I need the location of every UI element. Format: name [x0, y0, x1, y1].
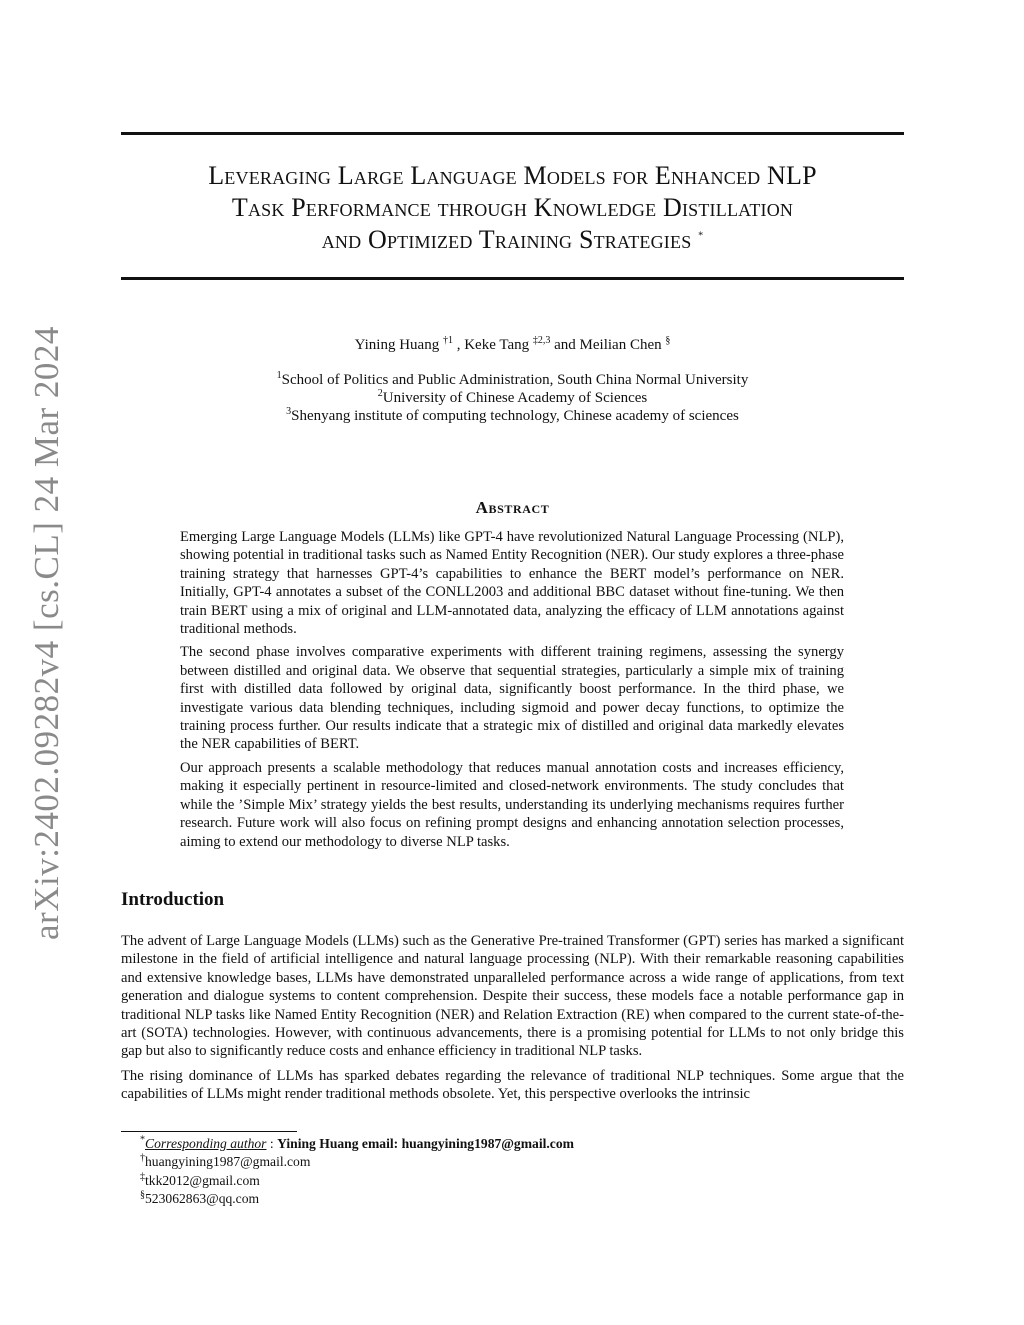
title-rule-bottom [121, 277, 904, 280]
affiliation-number: 1 [276, 370, 282, 381]
footnote-email [140, 1172, 900, 1190]
affiliation-text: Shenyang institute of computing technology, Chinese academy of sciences [291, 408, 739, 424]
title-rule-top [121, 132, 904, 135]
author-mark: § [665, 335, 671, 346]
title-line-1: Leveraging Large Language Models for Enhanced NLP [208, 161, 817, 190]
body-paragraph: The advent of Large Language Models (LLMs) such as the Generative Pre-trained Transformer (GPT) series has marked a significant milestone in the field of artificial intelligence and natural language processing (NLP). With their remarkable reasoning capabilities and extensive knowledge bases, LLMs have demonstrated unparalleled performance across a wide range of applications, from text generation and dialogue systems to content comprehension. Despite their success, these models face a notable performance gap in traditional NLP tasks like Named Entity Recognition (NER) and Relation Extraction (RE) when compared to the current state-of-the-art (SOTA) technologies. However, with continuous advancements, there is a promising potential for LLMs to not only bridge this gap but also to significantly reduce costs and enhance efficiency in traditional NLP tasks. [121, 933, 904, 1060]
footnote-mark: * [140, 1134, 145, 1146]
footnote-corresponding [140, 1135, 900, 1153]
corresponding-author-label: Corresponding author [145, 1136, 267, 1151]
abstract-body [180, 528, 844, 856]
abstract-paragraph: Our approach presents a scalable methodology that reduces manual annotation costs and increases efficiency, making it especially pertinent in resource-limited and closed-network environments. The study concludes that while the ’Simple Mix’ strategy yields the best results, understanding its underlying mechanisms requires further research. Future work will also focus on refining prompt designs and enhancing annotation selection processes, aiming to extend our methodology to diverse NLP tasks. [180, 759, 844, 850]
author-mark: †1 [442, 335, 453, 346]
body-paragraph: The rising dominance of LLMs has sparked debates regarding the relevance of traditional NLP techniques. Some argue that the capabilities of LLMs might render traditional methods obsolete. Yet, this perspective overlooks the intrinsic [121, 1067, 904, 1103]
paper-title [121, 160, 904, 256]
affiliation-line [121, 389, 904, 407]
author-mark: ‡2,3 [532, 335, 551, 346]
footnote-rule [121, 1131, 297, 1132]
affiliations [121, 371, 904, 425]
author-separator: and [550, 337, 580, 353]
footnote-text: huangyining1987@gmail.com [145, 1154, 311, 1170]
footnotes [140, 1135, 900, 1209]
footnote-mark: § [140, 1189, 145, 1201]
affiliation-line [121, 371, 904, 389]
footnote-text: tkk2012@gmail.com [145, 1172, 260, 1188]
arxiv-identifier: arXiv:2402.09282v4 [cs.CL] 24 Mar 2024 [27, 326, 66, 940]
affiliation-text: University of Chinese Academy of Sciences [382, 390, 648, 406]
title-footnote-mark: * [698, 230, 704, 242]
author-name: Yining Huang [354, 337, 440, 353]
footnote-separator: : [266, 1136, 278, 1151]
author-name: Keke Tang [464, 337, 530, 353]
footnote-mark: ‡ [140, 1171, 145, 1183]
corresponding-author-email: Yining Huang email: huangyining1987@gmail.com [277, 1136, 574, 1151]
introduction-body [121, 932, 904, 1110]
footnote-mark: † [140, 1152, 145, 1164]
author-separator: , [452, 337, 465, 353]
title-line-2: Task Performance through Knowledge Distillation [231, 193, 794, 222]
footnote-email [140, 1190, 900, 1208]
title-line-3: and Optimized Training Strategies [321, 225, 692, 254]
abstract-paragraph: The second phase involves comparative experiments with different training regimens, assessing the synergy between distilled and original data. We observe that sequential strategies, particularly a simple mix of training first with distilled data followed by original data, significantly boost performance. In the third phase, we investigate various data blending techniques, including sigmoid and power decay functions, to optimize the training process further. Our results indicate that a strategic mix of distilled and original data markedly elevates the NER capabilities of BERT. [180, 644, 844, 753]
affiliation-line [121, 407, 904, 425]
abstract-paragraph: Emerging Large Language Models (LLMs) like GPT-4 have revolutionized Natural Language Processing (NLP), showing potential in traditional tasks such as Named Entity Recognition (NER). Our study explores a three-phase training strategy that harnesses GPT-4’s capabilities to enhance the BERT model’s performance on NER. Initially, GPT-4 annotates a subset of the CONLL2003 and additional BBC dataset without fine-tuning. We then train BERT using a mix of original and LLM-annotated data, analyzing the efficacy of LLM annotations against traditional methods. [180, 529, 844, 638]
footnote-email [140, 1153, 900, 1171]
abstract-heading: Abstract [475, 498, 550, 517]
section-heading-introduction: Introduction [121, 889, 225, 910]
affiliation-number: 3 [286, 406, 292, 417]
author-list [121, 335, 904, 355]
affiliation-number: 2 [377, 388, 383, 399]
author-name: Meilian Chen [579, 337, 662, 353]
affiliation-text: School of Politics and Public Administration, South China Normal University [281, 372, 749, 388]
footnote-text: 523062863@qq.com [145, 1191, 260, 1207]
